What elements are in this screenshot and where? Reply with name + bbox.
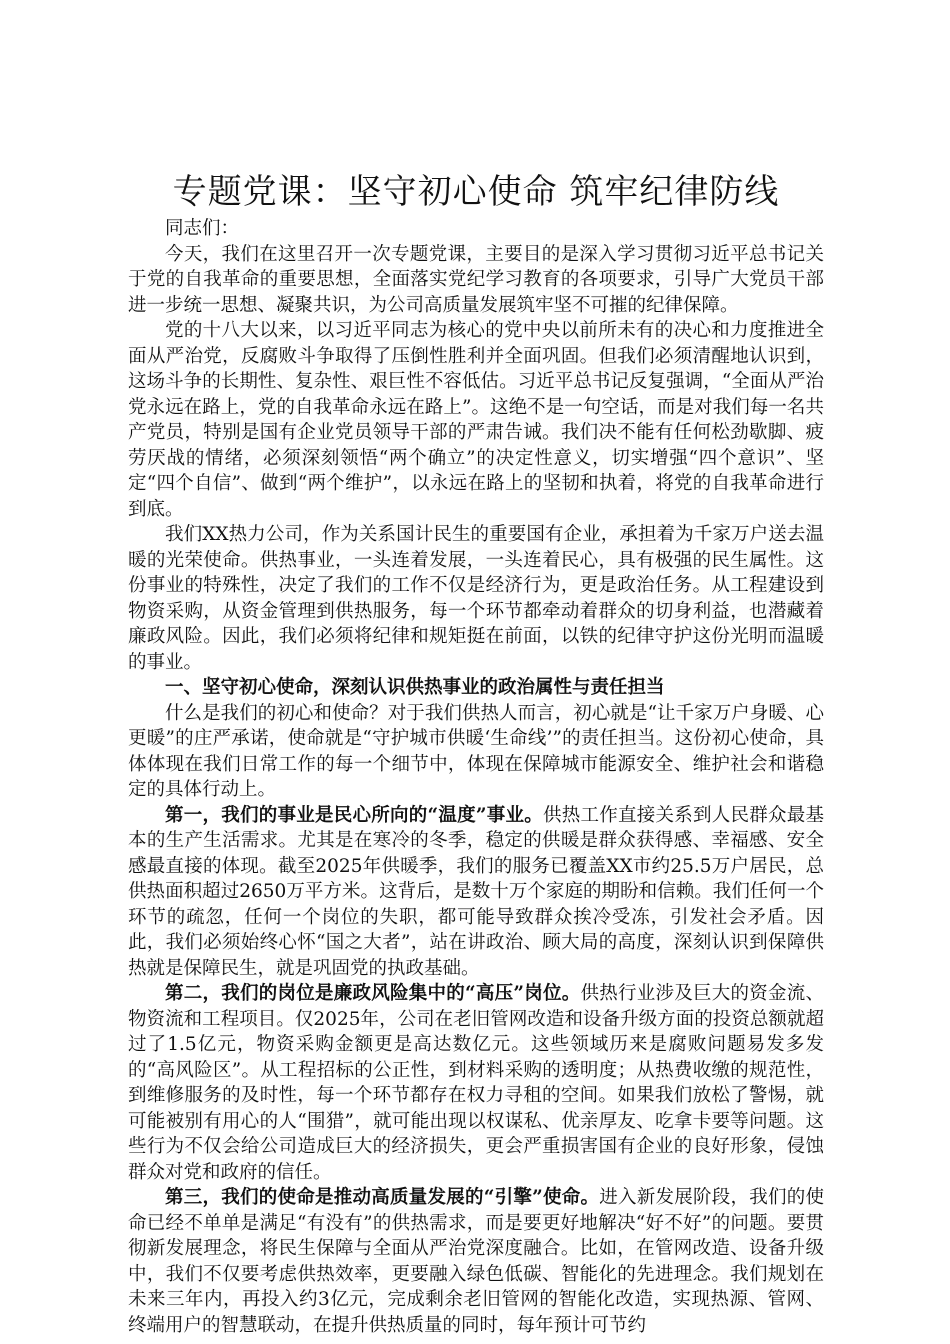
salutation: 同志们： bbox=[165, 218, 240, 239]
point-paragraph-3 bbox=[128, 1185, 824, 1338]
point-paragraph-2 bbox=[128, 981, 824, 1185]
intro-paragraph: 今天，我们在这里召开一次专题党课，主要目的是深入学习贯彻习近平总书记关于党的自我革命的重要思想，全面落实党纪学习教育的各项要求，引导广大党员干部进一步统一思想、凝聚共识，为公司高质量发展筑牢坚不可摧的纪律保障。 bbox=[128, 243, 824, 316]
intro-paragraph: 我们XX热力公司，作为关系国计民生的重要国有企业，承担着为千家万户送去温暖的光荣使命。供热事业，一头连着发展，一头连着民心，具有极强的民生属性。这份事业的特殊性，决定了我们的工作不仅是经济行为，更是政治任务。从工程建设到物资采购，从资金管理到供热服务，每一个环节都牵动着群众的切身利益，也潜藏着廉政风险。因此，我们必须将纪律和规矩挺在前面，以铁的纪律守护这份光明而温暖的事业。 bbox=[128, 524, 824, 673]
document-body bbox=[128, 168, 824, 1338]
document-title: 专题党课：坚守初心使命 筑牢纪律防线 bbox=[172, 172, 780, 212]
point-body: 供热工作直接关系到人民群众最基本的生产生活需求。尤其是在寒冷的冬季，稳定的供暖是群众获得感、幸福感、安全感最直接的体现。截至2025年供暖季，我们的服务已覆盖XX市约25.5万户居民，总供热面积超过2650万平方米。这背后，是数十万个家庭的期盼和信赖。我们任何一个环节的疏忽，任何一个岗位的失职，都可能导致群众挨冷受冻，引发社会矛盾。因此，我们必须始终心怀“国之大者”，站在讲政治、顾大局的高度，深刻认识到保障供热就是保障民生，就是巩固党的执政基础。 bbox=[128, 804, 824, 979]
point-body: 供热行业涉及巨大的资金流、物资流和工程项目。仅2025年，公司在老旧管网改造和设备升级方面的投资总额就超过了1.5亿元，物资采购金额更是高达数亿元。这些领域历来是腐败问题易发多发的“高风险区”。从工程招标的公正性，到材料采购的透明度；从热费收缴的规范性，到维修服务的及时性，每一个环节都存在权力寻租的空间。如果我们放松了警惕，就可能被别有用心的人“围猎”，就可能出现以权谋私、优亲厚友、吃拿卡要等问题。这些行为不仅会给公司造成巨大的经济损失，更会严重损害国有企业的良好形象，侵蚀群众对党和政府的信任。 bbox=[128, 983, 824, 1183]
point-lead: 第二，我们的岗位是廉政风险集中的“高压”岗位。 bbox=[165, 983, 581, 1004]
intro-paragraph: 党的十八大以来，以习近平同志为核心的党中央以前所未有的决心和力度推进全面从严治党，反腐败斗争取得了压倒性胜利并全面巩固。但我们必须清醒地认识到，这场斗争的长期性、复杂性、艰巨性不容低估。习近平总书记反复强调，“全面从严治党永远在路上，党的自我革命永远在路上”。这绝不是一句空话，而是对我们每一名共产党员，特别是国有企业党员领导干部的严肃告诫。我们决不能有任何松劲歇脚、疲劳厌战的情绪，必须深刻领悟“两个确立”的决定性意义，切实增强“四个意识”、坚定“四个自信”、做到“两个维护”，以永远在路上的坚韧和执着，将党的自我革命进行到底。 bbox=[128, 320, 824, 520]
point-body: 进入新发展阶段，我们的使命已经不单单是满足“有没有”的供热需求，而是要更好地解决“好不好”的问题。要贯彻新发展理念，将民生保障与全面从严治党深度融合。比如，在管网改造、设备升级中，我们不仅要考虑供热效率，更要融入绿色低碳、智能化的先进理念。我们规划在未来三年内，再投入约3亿元，完成剩余老旧管网的智能化改造，实现热源、管网、终端用户的智慧联动，在提升供热质量的同时，每年预计可节约 bbox=[128, 1187, 824, 1336]
point-lead: 第三，我们的使命是推动高质量发展的“引擎”使命。 bbox=[165, 1187, 600, 1208]
section-heading: 一、坚守初心使命，深刻认识供热事业的政治属性与责任担当 bbox=[165, 677, 665, 698]
point-paragraph-1 bbox=[128, 803, 824, 982]
section-intro-paragraph: 什么是我们的初心和使命？对于我们供热人而言，初心就是“让千家万户身暖、心更暖”的庄严承诺，使命就是“守护城市供暖‘生命线’”的责任担当。这份初心使命，具体体现在我们日常工作的每一个细节中，体现在保障城市能源安全、维护社会和谐稳定的具体行动上。 bbox=[128, 702, 824, 800]
point-lead: 第一，我们的事业是民心所向的“温度”事业。 bbox=[165, 804, 543, 826]
